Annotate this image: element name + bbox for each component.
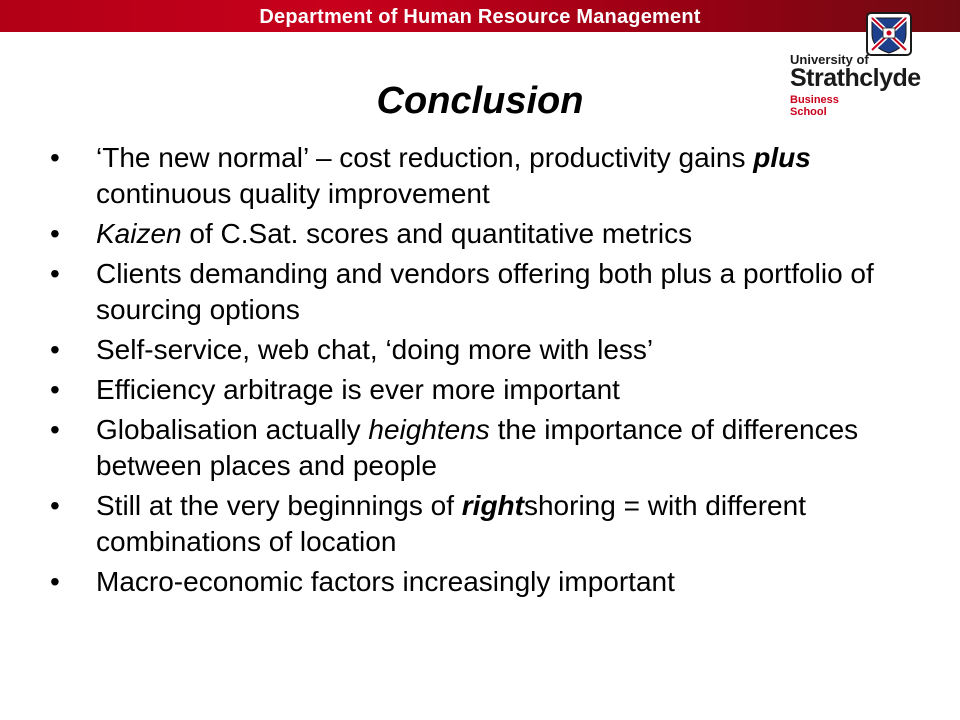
bullet-text: the importance of differences between places and people [96, 414, 859, 481]
logo-line-2: Strathclyde [790, 64, 921, 92]
bullet-item [48, 372, 938, 408]
bullet-dot-icon: • [50, 374, 60, 405]
slide-title: Conclusion [376, 80, 584, 122]
bullet-text: plus [753, 142, 811, 173]
bullet-text: right [461, 490, 524, 521]
bullet-text: Globalisation actually [96, 414, 369, 445]
bullet-item [48, 256, 938, 328]
department-name: Department of Human Resource Management [259, 6, 701, 28]
bullet-text: heightens [368, 414, 490, 445]
bullet-list [48, 140, 938, 604]
bullet-text: Still at the very beginnings of [96, 490, 462, 521]
bullet-text: continuous quality improvement [96, 178, 490, 209]
bullet-dot-icon: • [50, 334, 60, 365]
bullet-text: Macro-economic factors increasingly important [96, 566, 675, 597]
crest-icon [866, 12, 912, 56]
bullet-dot-icon: • [50, 218, 60, 249]
bullet-text: shoring = with different combinations of location [96, 490, 806, 557]
bullet-text: Clients demanding and vendors offering both plus a portfolio of sourcing options [96, 258, 874, 325]
bullet-text: Efficiency arbitrage is ever more important [96, 374, 620, 405]
logo-line-1: University of [790, 52, 869, 67]
bullet-item [48, 140, 938, 212]
logo-line-4: School [790, 106, 827, 118]
bullet-dot-icon: • [50, 414, 60, 445]
bullet-item [48, 216, 938, 252]
bullet-text: ‘The new normal’ – cost reduction, productivity gains [96, 142, 754, 173]
bullet-item [48, 488, 938, 560]
logo-line-3: Business [790, 94, 839, 106]
bullet-dot-icon: • [50, 566, 60, 597]
bullet-dot-icon: • [50, 258, 60, 289]
bullet-item [48, 412, 938, 484]
bullet-dot-icon: • [50, 490, 60, 521]
bullet-text: Self-service, web chat, ‘doing more with less’ [96, 334, 654, 365]
bullet-item [48, 564, 938, 600]
bullet-text: Kaizen [96, 218, 182, 249]
bullet-item [48, 332, 938, 368]
bullet-dot-icon: • [50, 142, 60, 173]
bullet-text: of C.Sat. scores and quantitative metrics [181, 218, 693, 249]
